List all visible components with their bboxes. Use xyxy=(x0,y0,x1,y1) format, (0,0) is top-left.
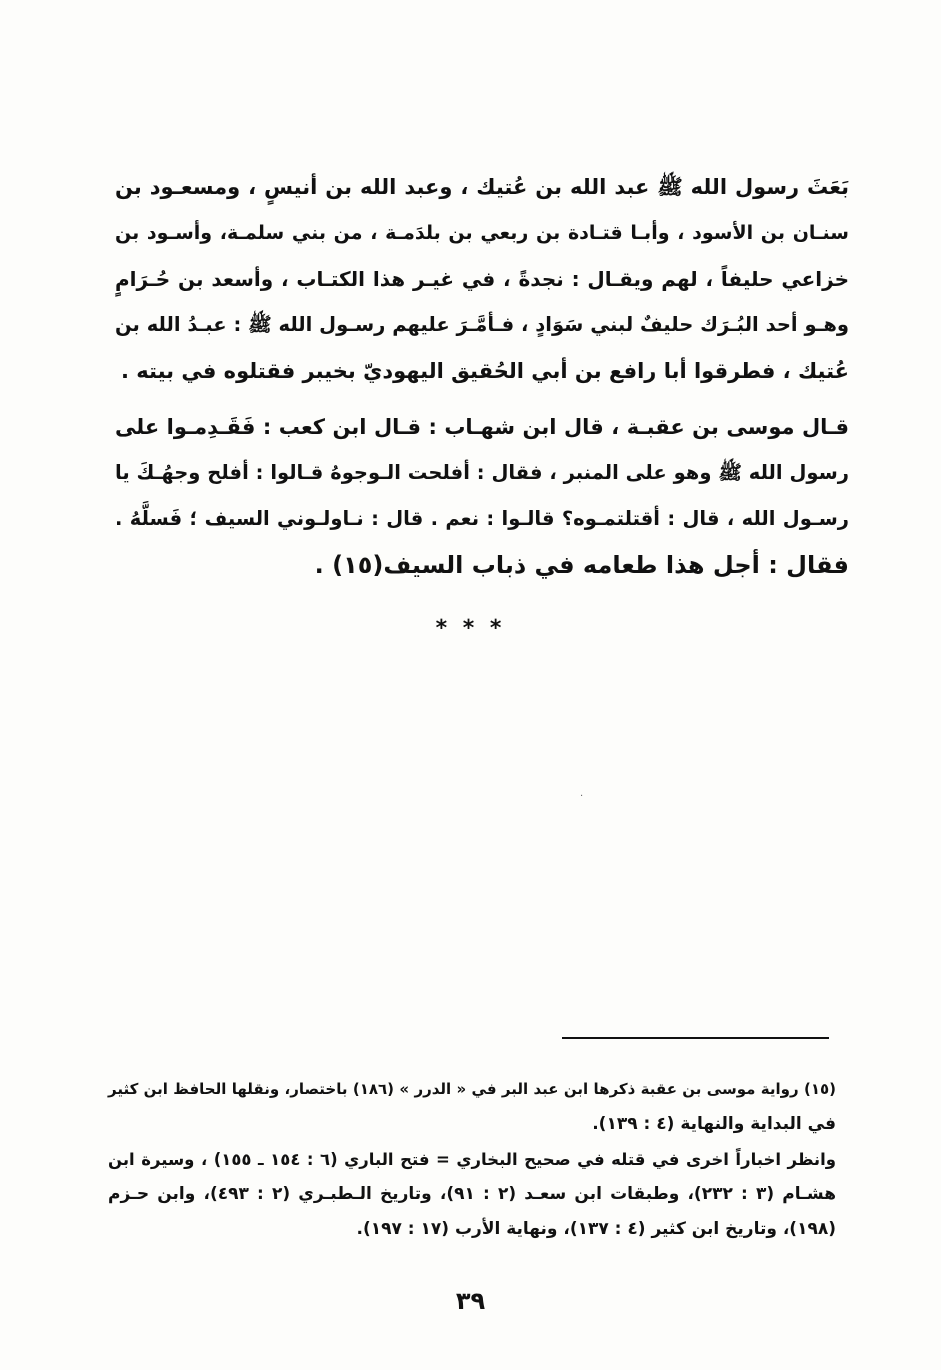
text-line: عُتيك ، فطرقوا أبا رافع بن أبي الحُقيق اليهوديّ بخيبر فقتلوه في بيته . xyxy=(121,359,849,383)
footnote-line: (١٥) رواية موسى بن عقبة ذكرها ابن عبد البر في « الدرر » (١٨٦) باختصار، ونقلها الحافظ ابن كثير xyxy=(108,1080,836,1098)
footnote-line: (١٩٨)، وتاريخ ابن كثير (٤ : ١٣٧)، ونهاية الأرب (١٧ : ١٩٧). xyxy=(356,1219,836,1239)
page-number: ٣٩ xyxy=(455,1287,486,1315)
text-line: قـال موسى بن عقبـة ، قال ابن شهـاب : قـال ابن كعب : فَقَـدِمـوا على xyxy=(115,415,849,439)
footnote-line: وانظر اخباراً اخرى في قتله في صحيح البخاري = فتح الباري (٦ : ١٥٤ ـ ١٥٥) ، وسيرة ابن xyxy=(108,1150,837,1169)
text-line: بَعَثَ رسول الله ﷺ عبد الله بن عُتيك ، وعبد الله بن أنيسٍ ، ومسعـود بن xyxy=(115,175,849,199)
footnote-line: في البداية والنهاية (٤ : ١٣٩). xyxy=(592,1114,836,1134)
paragraph-1 xyxy=(115,164,849,394)
footnote-rule xyxy=(562,1037,829,1039)
text-line: سنـان بن الأسود ، وأبـا قتـادة بن ربعي بن بلدَمـة ، من بني سلمـة، وأسـود بن xyxy=(115,222,849,244)
text-line: رسول الله ﷺ وهو على المنبر ، فقال : أفلحت الـوجوهُ قـالوا : أفلح وجهُـكَ يا xyxy=(115,461,849,484)
footnotes xyxy=(108,1072,836,1247)
footnote-line: هشـام (٣ : ٢٣٢)، وطبقات ابن سعـد (٢ : ٩١)، وتاريخ الـطبـري (٢ : ٤٩٣)، وابن حـزم xyxy=(108,1184,837,1204)
text-line: فقال : أجل هذا طعامه في ذباب السيف(١٥) . xyxy=(314,551,849,579)
text-line: خزاعي حليفاً ، لهم ويقـال : نجدةً ، في غيـر هذا الكتـاب ، وأسعد بن حُـرَامٍ xyxy=(115,267,849,291)
text-line: وهـو أحد البُـرَك حليفٌ لبني سَوَادٍ ، فـأمَّـرَ عليهم رسـول الله ﷺ : عبـدُ الله بن xyxy=(115,313,849,336)
text-line: رسـول الله ، قال : أقتلتمـوه؟ قالـوا : نعم . قال : نـاولـوني السيف ؛ فَسلَّهُ . xyxy=(115,507,849,530)
paragraph-2 xyxy=(115,404,849,588)
scan-speck: · xyxy=(580,791,584,802)
section-separator: * * * xyxy=(435,616,506,641)
